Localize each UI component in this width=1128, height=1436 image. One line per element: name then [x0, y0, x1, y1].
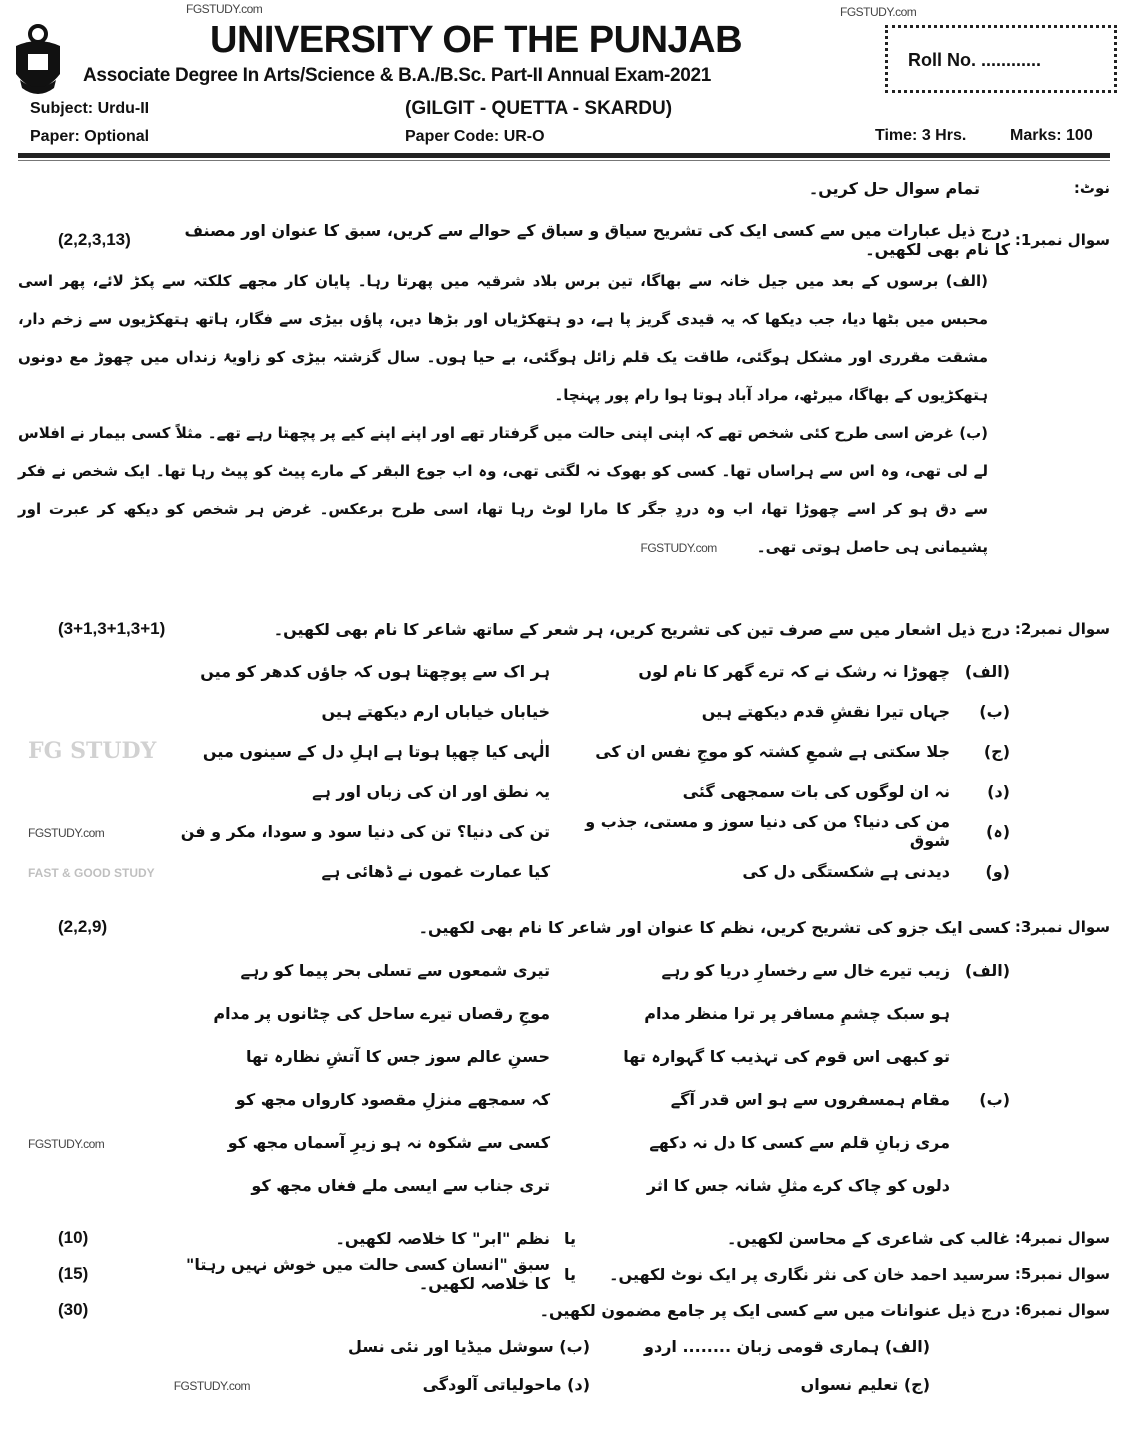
paper-code: Paper Code: UR-O	[405, 128, 545, 145]
q2-verse-second-line: تن کی دنیا؟ تن کی دنیا سود و سودا، مکر و فن	[180, 821, 550, 841]
q4-row	[18, 1221, 1110, 1255]
q6-topic: (ج) تعلیم نسواں	[800, 1374, 930, 1394]
q2-verse-row	[18, 851, 1110, 891]
q1-row	[18, 218, 1110, 262]
q1-marks: (2,2,3,13)	[58, 230, 131, 249]
q2-verse-tag: (د)	[987, 781, 1010, 801]
site-watermark: FGSTUDY.com	[840, 5, 917, 19]
q3-verse-first-line: دلوں کو چاک کرے مثلِ شانہ جس کا اثر	[646, 1176, 950, 1195]
q6-topics-row	[18, 1327, 1110, 1365]
site-watermark: FGSTUDY.com	[28, 1137, 105, 1151]
q3-verse-second-line: کسی سے شکوہ نہ ہو زیرِ آسماں مجھ کو	[227, 1133, 550, 1152]
note-label: نوٹ:	[1073, 179, 1110, 197]
q3-verse-row	[18, 992, 1110, 1035]
q2-verse-tag: (الف)	[964, 661, 1010, 681]
q2-verse-first-line: جلا سکتی ہے شمعِ کشتہ کو موجِ نفس ان کی	[595, 741, 950, 761]
q3-verse-second-line: تری جناب سے ایسی ملے فغاں مجھ کو	[251, 1176, 550, 1195]
q3-verse-second-line: حسنِ عالم سوز جس کا آتشِ نظارہ تھا	[245, 1047, 550, 1066]
q2-instructions: درج ذیل اشعار میں سے صرف تین کی تشریح کریں، ہر شعر کے ساتھ شاعر کا نام بھی لکھیں۔	[273, 619, 1010, 639]
q5-label: سوال نمبر5:	[1014, 1265, 1110, 1283]
site-watermark: FGSTUDY.com	[640, 541, 717, 555]
q2-verse-first-line: چھوڑا نہ رشک نے کہ ترے گھر کا نام لوں	[638, 661, 950, 681]
q3-verse-row	[18, 949, 1110, 992]
q5-or: یا	[563, 1264, 576, 1284]
q1-passage-a-line: قلم زائل ہوگئی، بے حیا ہوں۔ سال گزشتہ بیڑی کو زاویۂ زنداں میں چھوڑ مع دونوں ہتھکڑیوں کے بھاگا، میرٹھ، مراد آباد ہوتا ہوا رام پور پہنچا۔	[18, 348, 988, 404]
q5-marks: (15)	[58, 1264, 89, 1283]
q6-marks: (30)	[58, 1300, 89, 1319]
note-row	[18, 168, 1110, 208]
q3-verse-second-line: تیری شمعوں سے تسلی بحر پیما کو رہے	[240, 961, 550, 980]
q2-verse-first-line: نہ ان لوگوں کی بات سمجھی گئی	[682, 781, 950, 801]
q6-topic: (ب) سوشل میڈیا اور نئی نسل	[348, 1336, 590, 1356]
q5-option-1: سرسید احمد خان کی نثر نگاری پر ایک نوٹ لکھیں۔	[609, 1264, 1010, 1284]
q2-verse-second-line: کیا عمارت غموں نے ڈھائی ہے	[321, 861, 550, 881]
q4-or: یا	[563, 1228, 576, 1248]
note-text: تمام سوال حل کریں۔	[808, 178, 980, 198]
university-logo	[6, 24, 70, 109]
site-watermark: FGSTUDY.com	[186, 2, 263, 16]
time-label: Time: 3 Hrs.	[875, 127, 967, 144]
q3-verse-second-line: موجِ رقصاں تیرے ساحل کی چٹانوں پر مدام	[213, 1004, 550, 1023]
q2-verse-row	[18, 651, 1110, 691]
q2-verse-tag: (ج)	[983, 741, 1010, 761]
region-label: (GILGIT - QUETTA - SKARDU)	[405, 98, 673, 119]
roll-number-label: Roll No. ............	[908, 50, 1042, 70]
tagline-watermark: FAST & GOOD STUDY	[28, 865, 155, 880]
q2-verse-tag: (ب)	[979, 701, 1010, 721]
q2-verse-second-line: الٰہی کیا چھپا ہوتا ہے اہلِ دل کے سینوں میں	[202, 741, 550, 761]
q1-passage-b-line: (ب) غرض اسی طرح کئی شخص تھے کہ اپنی اپنی حالت میں گرفتار تھے اور اپنے اپنے کیے پر پچھتا رہے تھے۔ مثلاً کسی بیمار نے افلاس لے لی تھی، وہ	[18, 424, 988, 480]
q5-option-2: سبق "انسان کسی حالت میں خوش نہیں رہتا" کا خلاصہ لکھیں۔	[186, 1255, 550, 1293]
q3-verse-row	[18, 1035, 1110, 1078]
university-title: UNIVERSITY OF THE PUNJAB	[210, 19, 743, 61]
q2-verse-row	[18, 731, 1110, 771]
q6-topic: (الف) ہماری قومی زبان ........ اردو	[644, 1336, 930, 1356]
q3-verse-tag: (ب)	[979, 1090, 1010, 1109]
question-paper-body	[18, 168, 1110, 1403]
q2-verse-second-line: یہ نطق اور ان کی زباں اور ہے	[312, 781, 550, 801]
roll-number-box	[885, 25, 1117, 93]
q2-verse-tag: (ہ)	[986, 821, 1010, 841]
q1-passage-b-line: دردِ جگر کا مارا لوٹ رہا تھا، اسی طرح برعکس۔ غرض ہر شخص کو دیکھ کر عبرت اور پشیمانی ہی حاصل ہوتی تھی۔	[18, 500, 988, 556]
q3-verse-tag: (الف)	[964, 961, 1010, 980]
q6-topics-row	[18, 1365, 1110, 1403]
exam-subtitle: Associate Degree In Arts/Science & B.A./B.Sc. Part-II Annual Exam-2021	[83, 65, 712, 86]
q2-verse-tag: (و)	[985, 861, 1010, 881]
q4-option-1: غالب کی شاعری کے محاسن لکھیں۔	[727, 1228, 1010, 1248]
q3-verse-row	[18, 1078, 1110, 1121]
q3-row	[18, 905, 1110, 949]
q2-verse-first-line: دیدنی ہے شکستگی دل کی	[742, 861, 950, 881]
q3-verse-second-line: کہ سمجھے منزلِ مقصود کارواں مجھ کو	[235, 1090, 550, 1109]
header-divider	[18, 153, 1110, 158]
q2-verses	[18, 651, 1110, 891]
q6-instructions: درج ذیل عنوانات میں سے کسی ایک پر جامع مضمون لکھیں۔	[539, 1300, 1010, 1320]
q3-verse-first-line: ہو سبک چشمِ مسافر پر ترا منظر مدام	[644, 1004, 950, 1023]
paper-label: Paper: Optional	[30, 128, 150, 145]
q3-verse-row	[18, 1164, 1110, 1207]
q1-instructions: درج ذیل عبارات میں سے کسی ایک کی تشریح سیاق و سباق کے حوالے سے کریں، سبق کا عنوان اور مصنف کا نام بھی لکھیں۔	[184, 221, 1010, 259]
q3-label: سوال نمبر3:	[1014, 918, 1110, 936]
q5-row	[18, 1255, 1110, 1293]
marks-label: Marks: 100	[1010, 127, 1093, 144]
q3-verses	[18, 949, 1110, 1207]
q6-topic: (د) ماحولیاتی آلودگی	[422, 1374, 590, 1394]
q3-marks: (2,2,9)	[58, 917, 108, 936]
q1-passage-a-line: (الف) برسوں کے بعد میں جیل خانہ سے بھاگا، تین برس بلاد شرقیہ میں پھرتا رہا۔ پایان کار مجھے کلکتہ سے پکڑ لائے، پھر اسی محبس میں بٹھا دیا، جب	[18, 272, 988, 328]
q2-row	[18, 607, 1110, 651]
q3-verse-first-line: مری زبانِ قلم سے کسی کا دل نہ دکھے	[649, 1133, 950, 1152]
q1-passage-a	[18, 262, 988, 414]
q3-verse-row	[18, 1121, 1110, 1164]
q2-label: سوال نمبر2:	[1014, 620, 1110, 638]
q2-marks: (3+1,3+1,3+1)	[58, 619, 166, 638]
q2-verse-second-line: خیاباں خیاباں ارم دیکھتے ہیں	[321, 701, 550, 721]
q6-row	[18, 1293, 1110, 1327]
q3-instructions: کسی ایک جزو کی تشریح کریں، نظم کا عنوان اور شاعر کا نام بھی لکھیں۔	[418, 917, 1010, 937]
q4-marks: (10)	[58, 1228, 89, 1247]
site-watermark: FGSTUDY.com	[28, 825, 105, 840]
q3-verse-first-line: مقام ہمسفروں سے ہو اس قدر آگے	[670, 1090, 950, 1109]
q1-passage-b	[18, 414, 988, 567]
q1-label: سوال نمبر1:	[1014, 231, 1110, 249]
q4-option-2: نظم "ابر" کا خلاصہ لکھیں۔	[335, 1228, 550, 1248]
q2-verse-row	[18, 811, 1110, 851]
q2-verse-row	[18, 771, 1110, 811]
q2-verse-first-line: جہاں تیرا نقشِ قدم دیکھتے ہیں	[701, 701, 950, 721]
q6-label: سوال نمبر6:	[1014, 1301, 1110, 1319]
subject-label: Subject: Urdu-II	[30, 100, 150, 117]
q2-verse-second-line: ہر اک سے پوچھتا ہوں کہ جاؤں کدھر کو میں	[200, 661, 550, 681]
q1-passage-b-line: اس سے ہراساں تھا۔ کسی کو بھوک نہ لگتی تھی، وہ اب جوع البقر کے مارے پیٹ کو پیٹ رہا تھا۔ ایک شخص نے فکر سے دق ہو کر اسے چھوڑا تھا، اب وہ	[18, 462, 988, 518]
q4-label: سوال نمبر4:	[1014, 1229, 1110, 1247]
q3-verse-first-line: تو کبھی اس قوم کی تہذیب کا گہوارہ تھا	[623, 1047, 950, 1066]
q3-verse-first-line: زیب تیرے خال سے رخسارِ دریا کو رہے	[661, 961, 950, 980]
site-watermark: FGSTUDY.com	[173, 1378, 250, 1393]
header-divider-thin	[18, 160, 1110, 161]
fgstudy-watermark: FG STUDY	[28, 738, 157, 764]
q1-passage-a-line: دیکھا کہ یہ قیدی گریز پا ہے، دو ہتھکڑیاں اور بڑھا دیں، پاؤں بیڑی سے فگار، ہاتھ ہتھکڑیوں سے زخم دار، مشقت مقرری اور مشکل ہوگئی، طاقت یک	[18, 310, 988, 366]
q2-verse-row	[18, 691, 1110, 731]
q2-verse-first-line: من کی دنیا؟ من کی دنیا سوز و مستی، جذب و شوق	[585, 812, 950, 850]
